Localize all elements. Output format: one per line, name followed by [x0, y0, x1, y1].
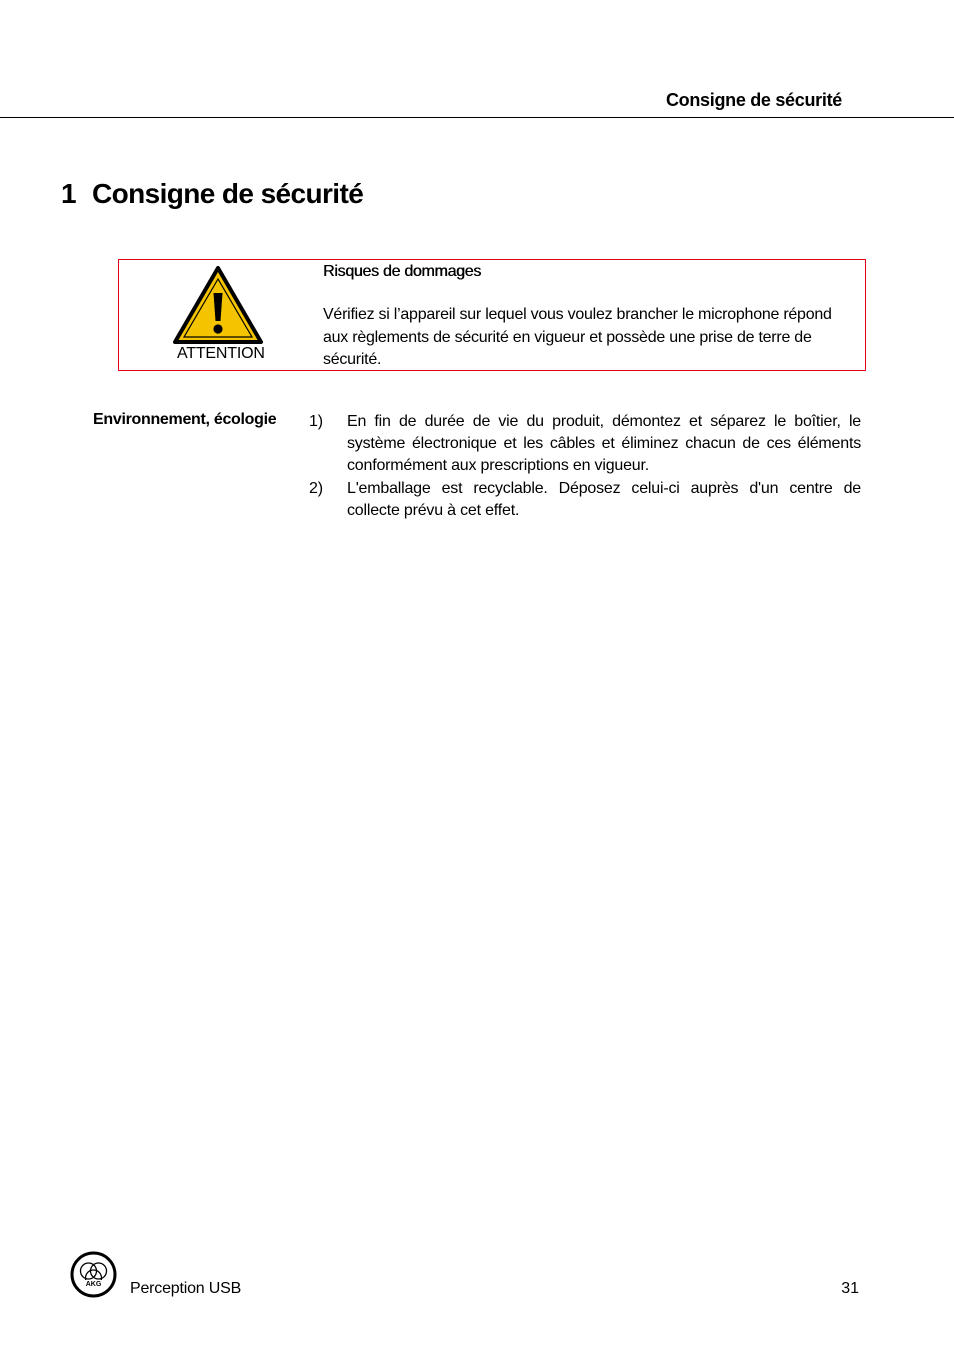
akg-logo-text: AKG	[85, 1281, 102, 1288]
akg-logo-icon	[70, 1251, 117, 1298]
list-item-text: En fin de durée de vie du produit, démontez et séparez le boîtier, le système électronique et les câbles et éliminez chacun de ces éléments conformément aux prescriptions en vigueur.	[347, 413, 861, 475]
chapter-title	[61, 178, 363, 210]
attention-label: ATTENTION	[177, 345, 265, 362]
warning-text: Vérifiez si l’appareil sur lequel vous voulez brancher le microphone répond aux règlements de sécurité en vigueur et possède une prise de terre de sécurité.	[323, 306, 832, 368]
chapter-title-text: Consigne de sécurité	[91, 178, 364, 209]
warning-box	[118, 259, 866, 371]
running-header-title: Consigne de sécurité	[665, 90, 842, 110]
footer-page-number: 31	[841, 1280, 859, 1297]
list-item	[309, 478, 861, 522]
header-rule	[0, 117, 954, 118]
warning-triangle-icon	[172, 265, 264, 345]
list-item-marker: 2)	[309, 479, 323, 497]
environment-label: Environnement, écologie	[93, 411, 277, 428]
environment-list	[309, 411, 861, 522]
list-item-text: L'emballage est recyclable. Déposez celui-ci auprès d'un centre de collecte prévu à cet effet.	[347, 479, 861, 519]
list-item-marker: 1)	[309, 413, 323, 430]
footer-product-name: Perception USB	[130, 1280, 242, 1297]
warning-heading: Risques de dommages	[323, 263, 481, 280]
chapter-number: 1	[61, 178, 76, 209]
list-item	[309, 411, 861, 478]
